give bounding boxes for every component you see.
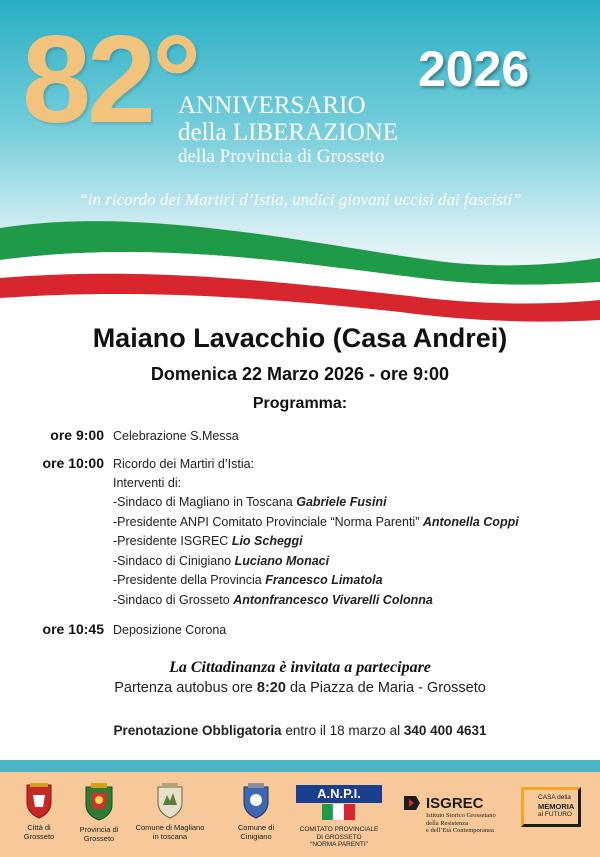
title-line-3: della Provincia di Grosseto [178, 146, 385, 167]
speaker-line [113, 534, 303, 548]
logo-grosseto [14, 783, 64, 841]
program-time-1: ore 9:00 [50, 427, 104, 443]
anniversary-title [178, 92, 398, 168]
speaker-role: -Presidente ISGREC [113, 534, 229, 548]
logo-caption: Comune di Magliano in toscana [135, 823, 205, 841]
anniversary-number: 82° [22, 11, 198, 149]
speaker-line [113, 495, 387, 509]
event-year: 2026 [418, 41, 530, 97]
isgrec-mark: ISGREC [426, 794, 484, 812]
provincia-crest-icon [83, 783, 115, 821]
program-title: Programma: [252, 395, 348, 412]
booking-phone: 340 400 4631 [403, 723, 487, 738]
speaker-name: Luciano Monaci [234, 554, 330, 568]
bus-pre: Partenza autobus ore [114, 680, 253, 696]
event-date: Domenica 22 Marzo 2026 - ore 9:00 [150, 364, 450, 384]
speaker-role: -Presidente della Provincia [113, 573, 262, 587]
speaker-line [113, 515, 519, 529]
event-place: Maiano Lavacchio (Casa Andrei) [92, 323, 508, 353]
footer-top-stripe [0, 760, 600, 772]
booking-deadline: entro il 18 marzo al [285, 723, 401, 738]
isgrec-mark-row [402, 794, 508, 812]
logo-cinigiano [226, 783, 286, 841]
title-line-1: ANNIVERSARIO [178, 92, 366, 119]
speaker-role: -Sindaco di Magliano in Toscana [113, 495, 293, 509]
logo-isgrec [402, 794, 508, 835]
casa-caption-1: CASA della [538, 794, 571, 801]
speaker-name: Lio Scheggi [231, 534, 303, 548]
magliano-crest-icon [155, 783, 185, 819]
speaker-role: -Sindaco di Grosseto [113, 593, 230, 607]
logo-caption: Provincia di Grosseto [79, 825, 119, 843]
program-desc-2: Ricordo dei Martiri d’Istia: [113, 457, 255, 471]
interventi-label: Interventi di: [113, 476, 182, 490]
anpi-caption-3: “NORMA PARENTI” [310, 841, 368, 848]
logo-caption: Comune di Cinigiano [237, 823, 275, 841]
bus-post: da Piazza de Maria - Grosseto [289, 680, 486, 696]
booking-label: Prenotazione Obbligatoria [113, 723, 282, 738]
speaker-name: Antonella Coppi [422, 515, 519, 529]
dedication-quote: “in ricordo dei Martiri d’Istia, undici giovani uccisi dai fascisti” [78, 190, 522, 209]
casa-caption-3: al FUTURO [538, 811, 572, 818]
booking-info [0, 723, 600, 738]
logo-casa-memoria [515, 787, 587, 827]
program-time-2: ore 10:00 [42, 455, 104, 471]
italian-flag-wave [0, 220, 600, 330]
program-time-3: ore 10:45 [42, 621, 104, 637]
speaker-line [113, 554, 329, 568]
cinigiano-crest-icon [241, 783, 271, 819]
invitation-text: La Cittadinanza è invitata a partecipare [169, 659, 431, 676]
anpi-caption-1: COMITATO PROVINCIALE [299, 826, 379, 833]
speaker-role: -Sindaco di Cinigiano [113, 554, 232, 568]
program-desc-1: Celebrazione S.Messa [113, 429, 239, 443]
logo-caption: Città di Grosseto [23, 823, 55, 841]
isgrec-caption-2: della Resistenza [426, 819, 469, 827]
casa-memoria-frame [521, 787, 581, 827]
bus-time: 8:20 [256, 680, 286, 696]
grosseto-crest-icon [24, 783, 54, 819]
anpi-mark: A.N.P.I. [296, 785, 382, 803]
anpi-caption-2: DI GROSSETO [316, 833, 362, 841]
isgrec-caption-3: e dell’Età Contemporanea [426, 827, 494, 834]
anpi-flag-icon [296, 803, 382, 821]
speaker-line [113, 573, 383, 587]
title-line-2: della LIBERAZIONE [178, 119, 399, 146]
isgrec-caption-1: Istituto Storico Grossetano [426, 812, 496, 819]
speaker-name: Francesco Limatola [265, 573, 383, 587]
casa-caption-2: MEMORIA [538, 802, 575, 811]
speaker-role: -Presidente ANPI Comitato Provinciale “Norma Parenti” [113, 515, 420, 529]
bus-departure [0, 680, 600, 696]
speaker-name: Antonfrancesco Vivarelli Colonna [233, 593, 433, 607]
speaker-line [113, 593, 433, 607]
program-desc-3: Deposizione Corona [113, 623, 227, 637]
logo-provincia [72, 783, 126, 843]
speaker-name: Gabriele Fusini [296, 495, 387, 509]
isgrec-icon [402, 794, 422, 812]
logo-anpi [296, 785, 382, 849]
logo-magliano [134, 783, 206, 841]
